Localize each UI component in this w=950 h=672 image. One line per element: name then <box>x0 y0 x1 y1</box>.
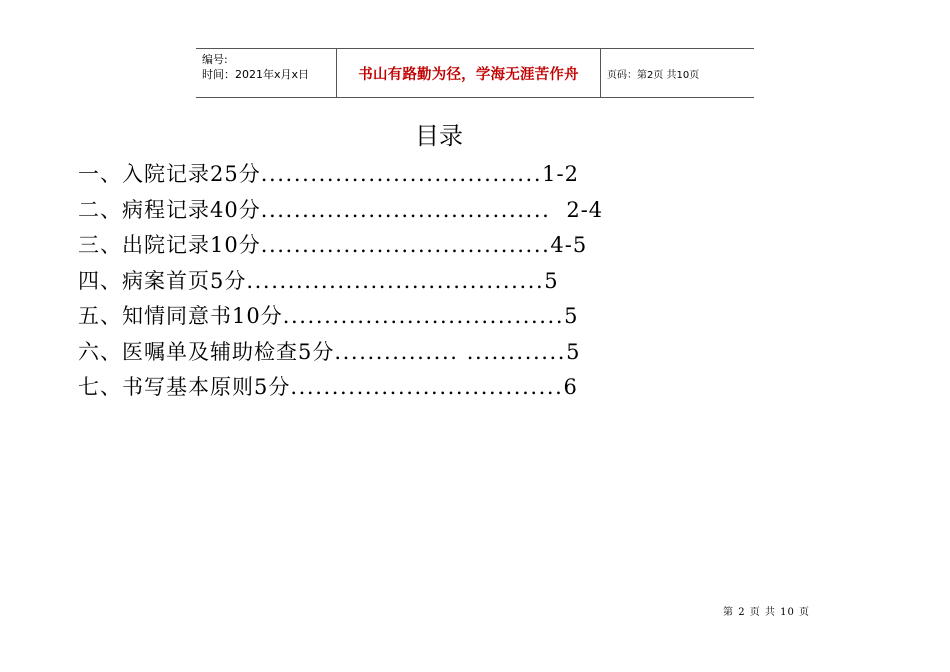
page-footer: 第 2 页 共 10 页 <box>723 607 810 618</box>
toc-item-page: 6 <box>563 375 578 399</box>
toc-item-text: 二、病程记录40分 <box>78 197 261 222</box>
toc-leader-dots: ................................... <box>260 233 551 257</box>
toc-leader-dots: .................................... <box>246 268 545 293</box>
toc-item-1[interactable] <box>78 157 778 193</box>
page-header <box>196 48 754 98</box>
toc-item-7[interactable] <box>78 370 778 406</box>
time-label: 时间：2021年x月x日 <box>202 68 310 81</box>
toc-item-text: 七、书写基本原则5分 <box>78 375 291 399</box>
header-page-code-cell <box>601 49 754 97</box>
toc-title: 目录 <box>415 122 463 150</box>
toc-item-3[interactable] <box>78 228 778 264</box>
toc-item-text: 三、出院记录10分 <box>78 233 261 257</box>
toc-leader-dots: ................................. <box>290 375 564 399</box>
toc-item-page: 5 <box>564 304 579 328</box>
toc-leader-dots: ............... ............ <box>334 339 567 364</box>
toc-leader-dots: .................................. <box>282 304 565 328</box>
toc-item-6[interactable] <box>78 335 778 371</box>
toc-item-text: 四、病案首页5分 <box>78 268 247 293</box>
toc-list <box>78 157 778 406</box>
header-meta <box>196 49 337 97</box>
toc-item-page: 4-5 <box>550 233 588 257</box>
toc-item-page: 5 <box>544 268 559 293</box>
toc-item-text: 五、知情同意书10分 <box>78 304 283 328</box>
header-motto-cell <box>337 49 601 97</box>
toc-item-text: 一、入院记录25分 <box>78 162 261 186</box>
toc-leader-dots: .................................. <box>260 162 543 186</box>
toc-item-4[interactable] <box>78 264 778 300</box>
toc-item-text: 六、医嘱单及辅助检查5分 <box>78 339 335 364</box>
toc-item-2[interactable] <box>78 193 778 229</box>
toc-item-page: 2-4 <box>558 197 604 222</box>
page-code: 页码：第2页 共10页 <box>607 69 700 81</box>
toc-item-5[interactable] <box>78 299 778 335</box>
toc-leader-dots: ................................... <box>260 197 559 222</box>
toc-item-page: 5 <box>566 339 581 364</box>
number-label: 编号: <box>202 53 228 66</box>
toc-item-page: 1-2 <box>542 162 579 186</box>
motto-text: 书山有路勤为径，学海无涯苦作舟 <box>358 66 579 83</box>
